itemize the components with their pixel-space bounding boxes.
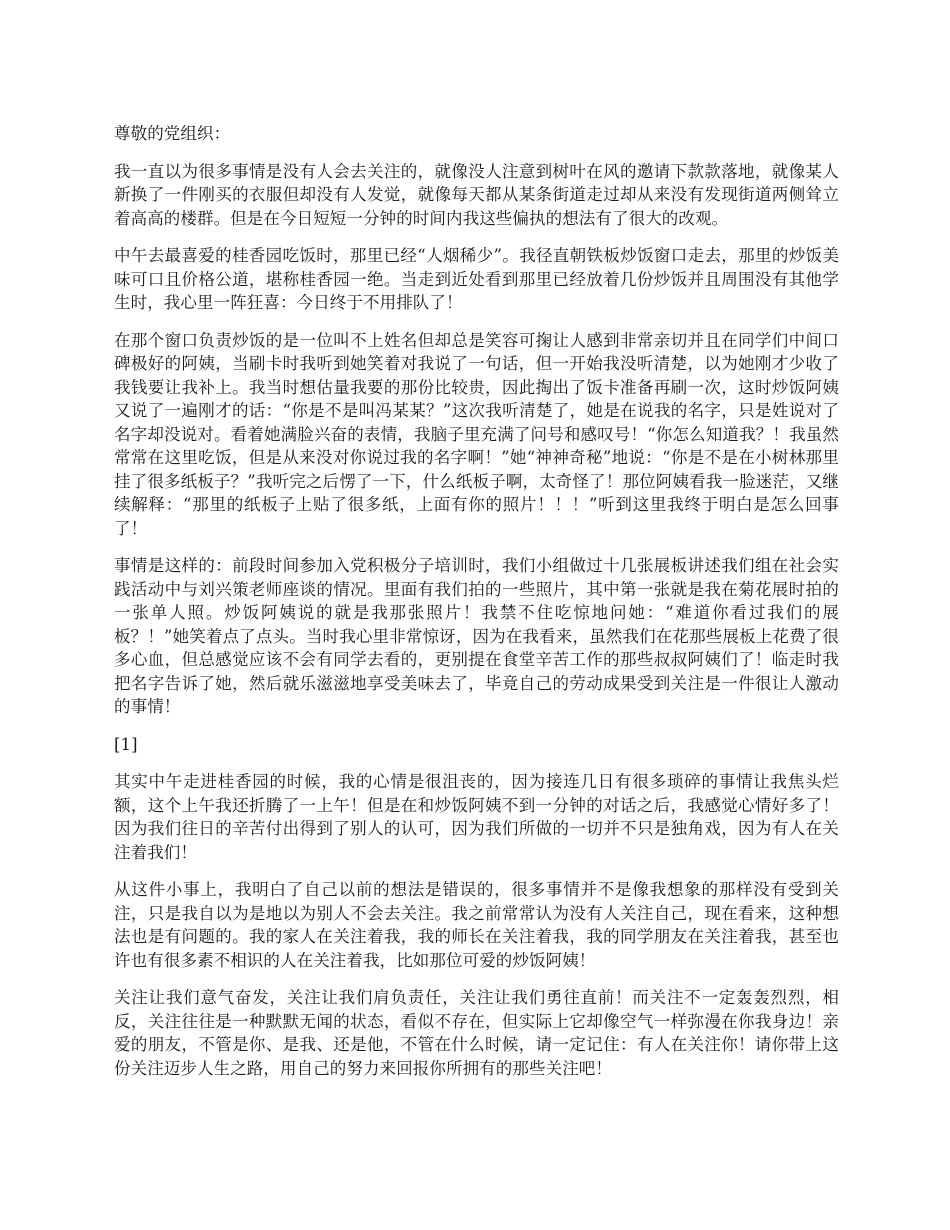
- paragraph-lunch: 中午去最喜爱的桂香园吃饭时，那里已经“人烟稀少”。我径直朝铁板炒饭窗口走去，那里的炒饭美味可口且价格公道，堪称桂香园一绝。当走到近处看到那里已经放着几份炒饭并且周围没有其他学生时，我心里一阵狂喜：今日终于不用排队了！: [114, 246, 839, 312]
- paragraph-conclusion: 关注让我们意气奋发，关注让我们肩负责任，关注让我们勇往直前！而关注不一定轰轰烈烈，相反，关注往往是一种默默无闻的状态，看似不存在，但实际上它却像空气一样弥漫在你我身边！亲爱的朋友，不管是你、是我、还是他，不管在什么时候，请一定记住：有人在关注你！请你带上这份关注迈步人生之路，用自己的努力来回报你所拥有的那些关注吧！: [114, 988, 839, 1078]
- paragraph-explanation: 事情是这样的：前段时间参加入党积极分子培训时，我们小组做过十几张展板讲述我们组在社会实践活动中与刘兴策老师座谈的情况。里面有我们拍的一些照片，其中第一张就是我在菊花展时拍的一张单人照。炒饭阿姨说的就是我那张照片！我禁不住吃惊地问她：“难道你看过我们的展板？！”她笑着点了点头。当时我心里非常惊讶，因为在我看来，虽然我们在花那些展板上花费了很多心血，但总感觉应该不会有同学去看的，更别提在食堂辛苦工作的那些叔叔阿姨们了！临走时我把名字告诉了她，然后就乐滋滋地享受美味去了，毕竟自己的劳动成果受到关注是一件很让人激动的事情！: [114, 556, 839, 716]
- footnote-marker: [1]: [114, 734, 138, 754]
- paragraph-intro: 我一直以为很多事情是没有人会去关注的，就像没人注意到树叶在风的邀请下款款落地，就像某人新换了一件刚买的衣服但却没有人发觉，就像每天都从某条街道走过却从来没有发现街道两侧耸立着高高的楼群。但是在今日短短一分钟的时间内我这些偏执的想法有了很大的改观。: [114, 161, 839, 228]
- paragraph-auntie: 在那个窗口负责炒饭的是一位叫不上姓名但却总是笑容可掬让人感到非常亲切并且在同学们中间口碑极好的阿姨，当刷卡时我听到她笑着对我说了一句话，但一开始我没听清楚，以为她刚才少收了我钱要让我补上。我当时想估量我要的那份比较贵，因此掏出了饭卡准备再刷一次，这时炒饭阿姨又说了一遍刚才的话：“你是不是叫冯某某？”这次我听清楚了，她是在说我的名字，只是姓说对了名字却没说对。看着她满脸兴奋的表情，我脑子里充满了问号和感叹号！“你怎么知道我？！我虽然常常在这里吃饭，但是从来没对你说过我的名字啊！”她“神神奇秘”地说：“你是不是在小树林那里挂了很多纸板子？”我听完之后愣了一下，什么纸板子啊，太奇怪了！那位阿姨看我一脸迷茫，又继续解释：“那里的纸板子上贴了很多纸，上面有你的照片！！！”听到这里我终于明白是怎么回事了！: [114, 330, 839, 538]
- document-page: [114, 122, 839, 1094]
- paragraph-mood: 其实中午走进桂香园的时候，我的心情是很沮丧的，因为接连几日有很多琐碎的事情让我焦头烂额，这个上午我还折腾了一上午！但是在和炒饭阿姨不到一分钟的对话之后，我感觉心情好多了！因为我们往日的辛苦付出得到了别人的认可，因为我们所做的一切并不只是独角戏，因为有人在关注着我们！: [114, 772, 839, 862]
- paragraph-realization: 从这件小事上，我明白了自己以前的想法是错误的，很多事情并不是像我想象的那样没有受到关注，只是我自以为是地以为别人不会去关注。我之前常常认为没有人关注自己，现在看来，这种想法也是有问题的。我的家人在关注着我，我的师长在关注着我，我的同学朋友在关注着我，甚至也许也有很多素不相识的人在关注着我，比如那位可爱的炒饭阿姨！: [114, 880, 839, 970]
- salutation: 尊敬的党组织：: [114, 124, 231, 143]
